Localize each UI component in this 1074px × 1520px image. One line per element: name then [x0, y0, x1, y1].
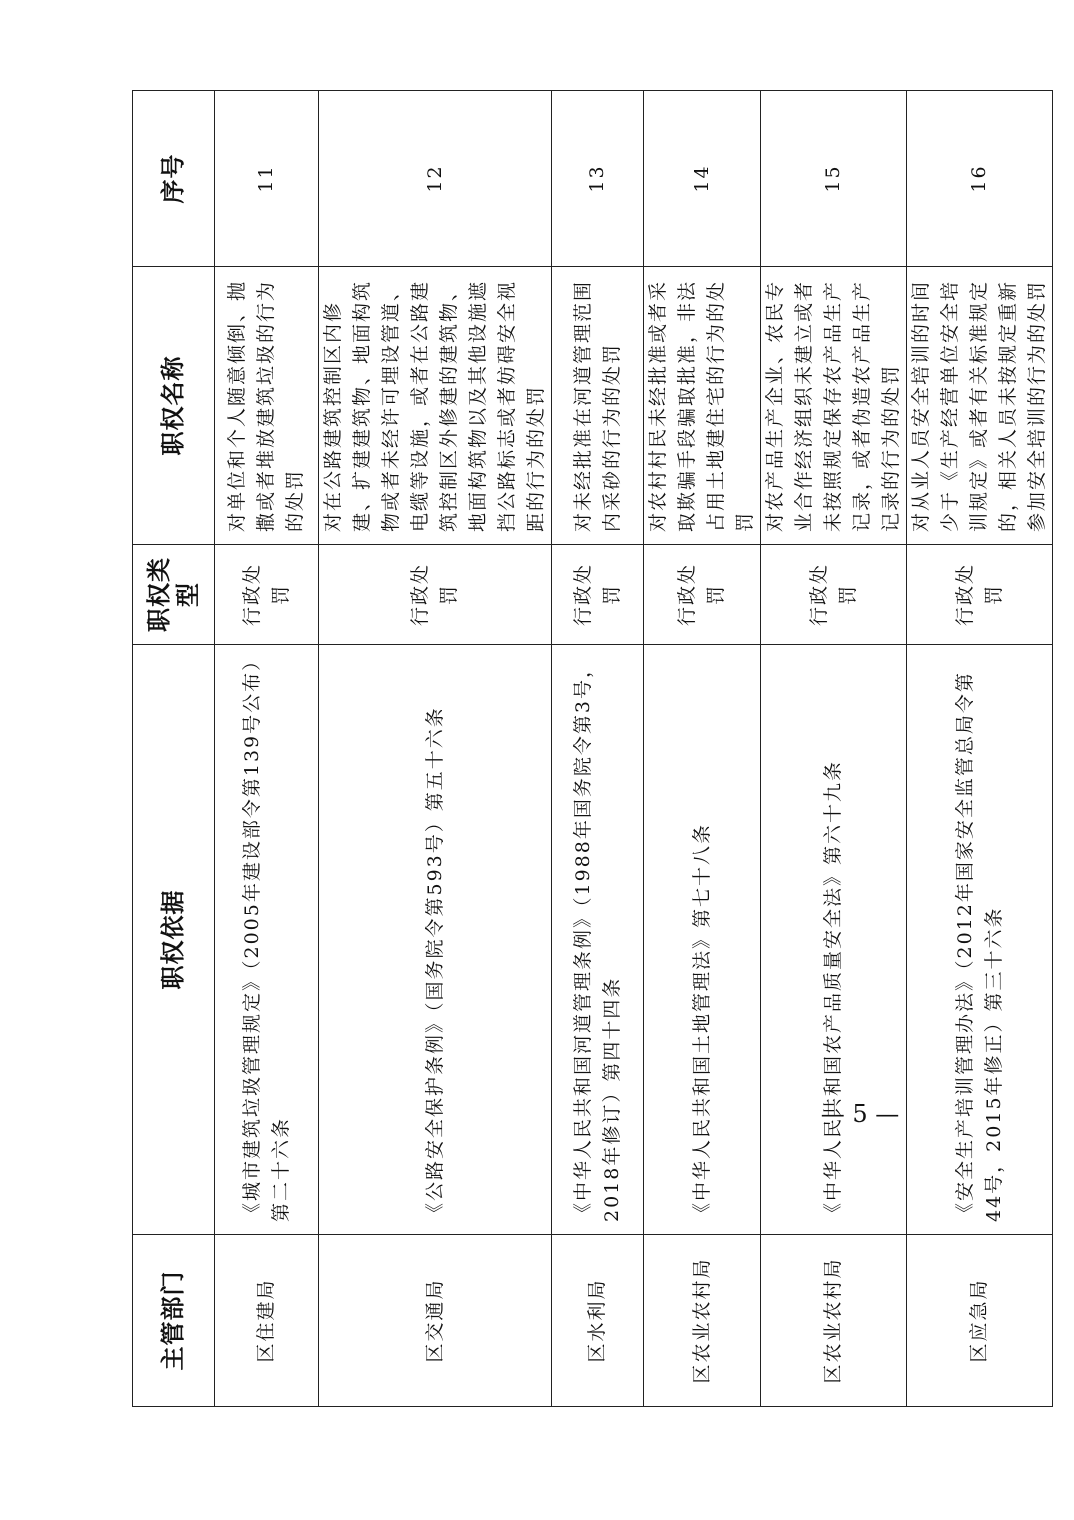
num-cell: [761, 91, 907, 267]
dept-cell-text: 区农业农村局: [822, 1257, 844, 1384]
num-cell-text: 13: [586, 164, 608, 193]
name-cell: [552, 267, 644, 545]
dept-cell: [644, 1235, 761, 1407]
dept-cell-text: 区应急局: [968, 1278, 990, 1363]
num-cell-text: 12: [423, 164, 446, 193]
basis-cell: [215, 645, 319, 1235]
dept-cell-text: 区住建局: [255, 1278, 277, 1363]
table-row: [644, 91, 761, 1407]
basis-cell: [319, 645, 552, 1235]
basis-cell: [552, 645, 644, 1235]
table-row: [761, 91, 907, 1407]
type-cell-text: 行政处罚: [240, 563, 292, 627]
num-cell: [644, 91, 761, 267]
num-cell-text: 15: [822, 164, 844, 193]
dept-cell: [215, 1235, 319, 1407]
authority-table: [132, 91, 1048, 1407]
name-cell-text: 对单位和个人随意倾倒、抛撒或者堆放建筑垃圾的行为的处罚: [226, 279, 306, 532]
type-cell: [761, 545, 907, 645]
type-cell: [644, 545, 761, 645]
num-cell: [552, 91, 644, 267]
basis-cell: [644, 645, 761, 1235]
type-cell-text: 行政处罚: [807, 563, 859, 627]
num-cell-text: 14: [690, 164, 713, 193]
num-cell-text: 11: [255, 164, 277, 193]
num-cell-text: 16: [968, 164, 990, 193]
name-cell-text: 对未经批准在河道管理范围内采砂的行为的处罚: [571, 279, 623, 532]
basis-cell: [761, 645, 907, 1235]
dept-cell-text: 区水利局: [586, 1278, 608, 1363]
header-type: 职权类型: [133, 545, 215, 645]
page-number: — 5 —: [820, 1100, 900, 1128]
name-cell: [215, 267, 319, 545]
header-row: [133, 91, 215, 1407]
dept-cell: [552, 1235, 644, 1407]
table-row: [319, 91, 552, 1407]
basis-cell: [907, 645, 1053, 1235]
dept-cell-text: 区交通局: [423, 1278, 446, 1363]
table-row: [907, 91, 1053, 1407]
basis-cell-text: 《中华人民共和国河道管理条例》（1988年国务院令第3号，2018年修订）第四十四条: [571, 657, 623, 1222]
num-cell: [907, 91, 1053, 267]
type-cell: [215, 545, 319, 645]
header-name: 职权名称: [133, 267, 215, 545]
header-num: 序号: [133, 91, 215, 267]
basis-cell-text: 《中华人民共和国土地管理法》第七十八条: [690, 822, 713, 1222]
name-cell-text: 对从业人员安全培训的时间少于《生产经营单位安全培训规定》或者有关标准规定的，相关人员未按规定重新参加安全培训的行为的处罚: [910, 279, 1048, 532]
type-cell-text: 行政处罚: [409, 563, 460, 627]
basis-cell-text: 《中华人民共和国农产品质量安全法》第六十九条: [822, 759, 844, 1222]
header-dept: 主管部门: [133, 1235, 215, 1407]
name-cell: [761, 267, 907, 545]
num-cell: [319, 91, 552, 267]
type-cell-text: 行政处罚: [571, 563, 623, 627]
type-cell: [552, 545, 644, 645]
dept-cell: [319, 1235, 552, 1407]
dept-cell: [761, 1235, 907, 1407]
name-cell-text: 对农产品生产企业、农民专业合作经济组织未建立或者未按照规定保存农产品生产记录，或者伪造农产品生产记录的行为的处罚: [764, 279, 902, 532]
type-cell: [319, 545, 552, 645]
authority-table-grid: [132, 90, 1053, 1407]
num-cell: [215, 91, 319, 267]
name-cell-text: 对农村村民未经批准或者采取欺骗手段骗取批准，非法占用土地建住宅的行为的处罚: [647, 279, 756, 532]
dept-cell: [907, 1235, 1053, 1407]
name-cell-text: 对在公路建筑控制区内修建、扩建建筑物、地面构筑物或者未经许可埋设管道、电缆等设施，或者在公路建筑控制区外修建的建筑物、地面构筑物以及其他设施遮挡公路标志或者妨碍安全视距的行为的处罚: [322, 279, 547, 532]
header-basis: 职权依据: [133, 645, 215, 1235]
type-cell-text: 行政处罚: [953, 563, 1005, 627]
basis-cell-text: 《城市建筑垃圾管理规定》（2005年建设部令第139号公布）第二十六条: [240, 659, 292, 1222]
name-cell: [644, 267, 761, 545]
name-cell: [319, 267, 552, 545]
type-cell: [907, 545, 1053, 645]
basis-cell-text: 《安全生产培训管理办法》（2012年国家安全监管总局令第44号，2015年修正）第三十六条: [953, 671, 1005, 1222]
basis-cell-text: 《公路安全保护条例》（国务院令第593号）第五十六条: [423, 706, 446, 1222]
table-row: [552, 91, 644, 1407]
type-cell-text: 行政处罚: [676, 563, 727, 627]
table-row: [215, 91, 319, 1407]
name-cell: [907, 267, 1053, 545]
dept-cell-text: 区农业农村局: [690, 1257, 713, 1384]
